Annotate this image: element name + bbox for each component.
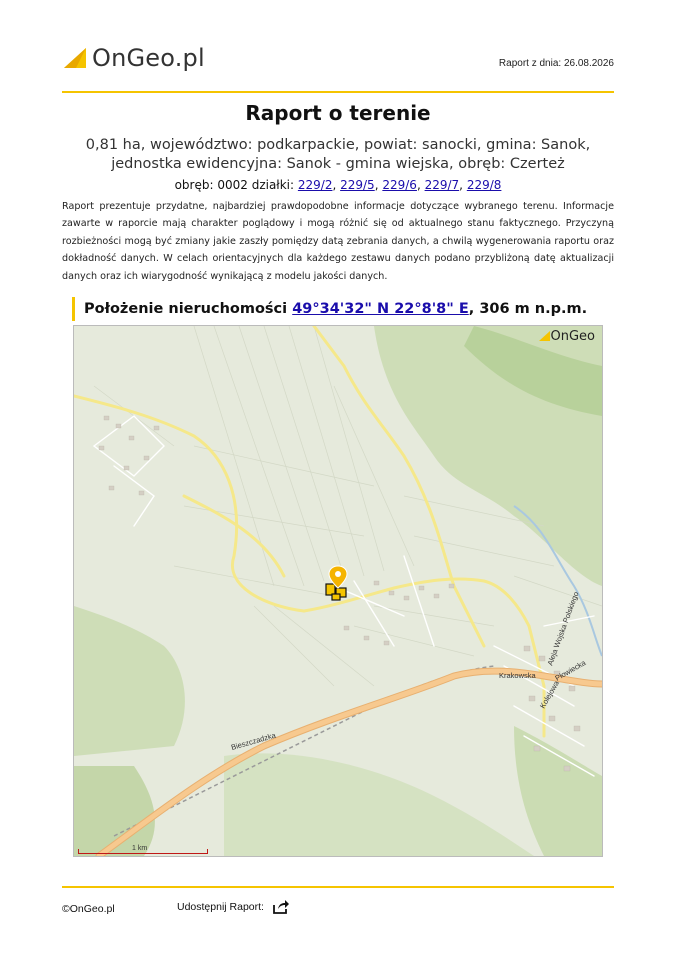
share-label: Udostępnij Raport: [177,901,264,913]
report-description: Raport prezentuje przydatne, najbardziej prawdopodobne informacje dotyczące wybranego terenu. Informacje zawarte w raporcie mają charakter poglądowy i mogą różnić się od aktualnego stanu faktycznego. Przyczyną rozbieżności mogą być zmiany jakie zaszły pomiędzy datą zebrania danych, a chwilą wygenerowania raportu oraz dokładność danych. W celach orientacyjnych dla każdego zestawu danych podano przybliżoną datę aktualizacji danych oraz ich wiarygodność wynikającą z modelu jakości danych. [62,201,614,282]
logo-text: OnGeo.pl [92,44,205,72]
parcels-prefix: obręb: 0002 działki: [174,178,295,192]
page-title: Raport o terenie [245,101,431,125]
location-map[interactable] [73,325,603,857]
map-logo-text: OnGeo [550,329,595,344]
street-label: Krakowska [499,671,536,680]
parcel-link[interactable]: 229/2 [297,178,333,192]
street-label: Aleja Wojska Polskiego [545,590,581,667]
map-canvas [74,326,602,856]
ongeo-logo[interactable] [62,44,205,72]
parcel-link[interactable]: 229/5 [340,178,375,192]
map-logo-triangle-icon [539,331,551,342]
logo-triangle-icon [62,46,88,70]
header-divider [62,91,614,93]
footer-divider [62,886,614,888]
street-label: Bieszczadzka [230,730,277,752]
street-label: Płowiecka [553,658,588,683]
location-heading [72,297,587,321]
map-logo [539,329,596,344]
share-icon[interactable] [272,899,290,915]
report-subtitle: 0,81 ha, województwo: podkarpackie, powiat: sanocki, gmina: Sanok, jednostka ewidencyjna: Sanok - gmina wiejska, obręb: Czerteż [85,137,591,172]
parcels-line: obręb: 0002 działki: 229/2, 229/5, 229/6, 229/7, 229/8 [174,178,502,192]
street-label: Kolejowa [537,679,561,710]
share-report [177,899,290,915]
elevation-text: , 306 m n.p.m. [468,301,588,317]
parcel-link[interactable]: 229/6 [382,178,417,192]
location-label: Położenie nieruchomości [84,301,288,317]
coordinates-link[interactable]: 49°34'32" N 22°8'8" E [292,301,469,317]
parcel-link[interactable]: 229/8 [466,178,502,192]
parcel-link[interactable]: 229/7 [424,178,460,192]
map-scale-label: 1 km [132,845,148,852]
footer-copyright: ©OnGeo.pl [62,903,115,915]
header [62,44,614,90]
report-date: Raport z dnia: 26.08.2026 [498,58,614,69]
